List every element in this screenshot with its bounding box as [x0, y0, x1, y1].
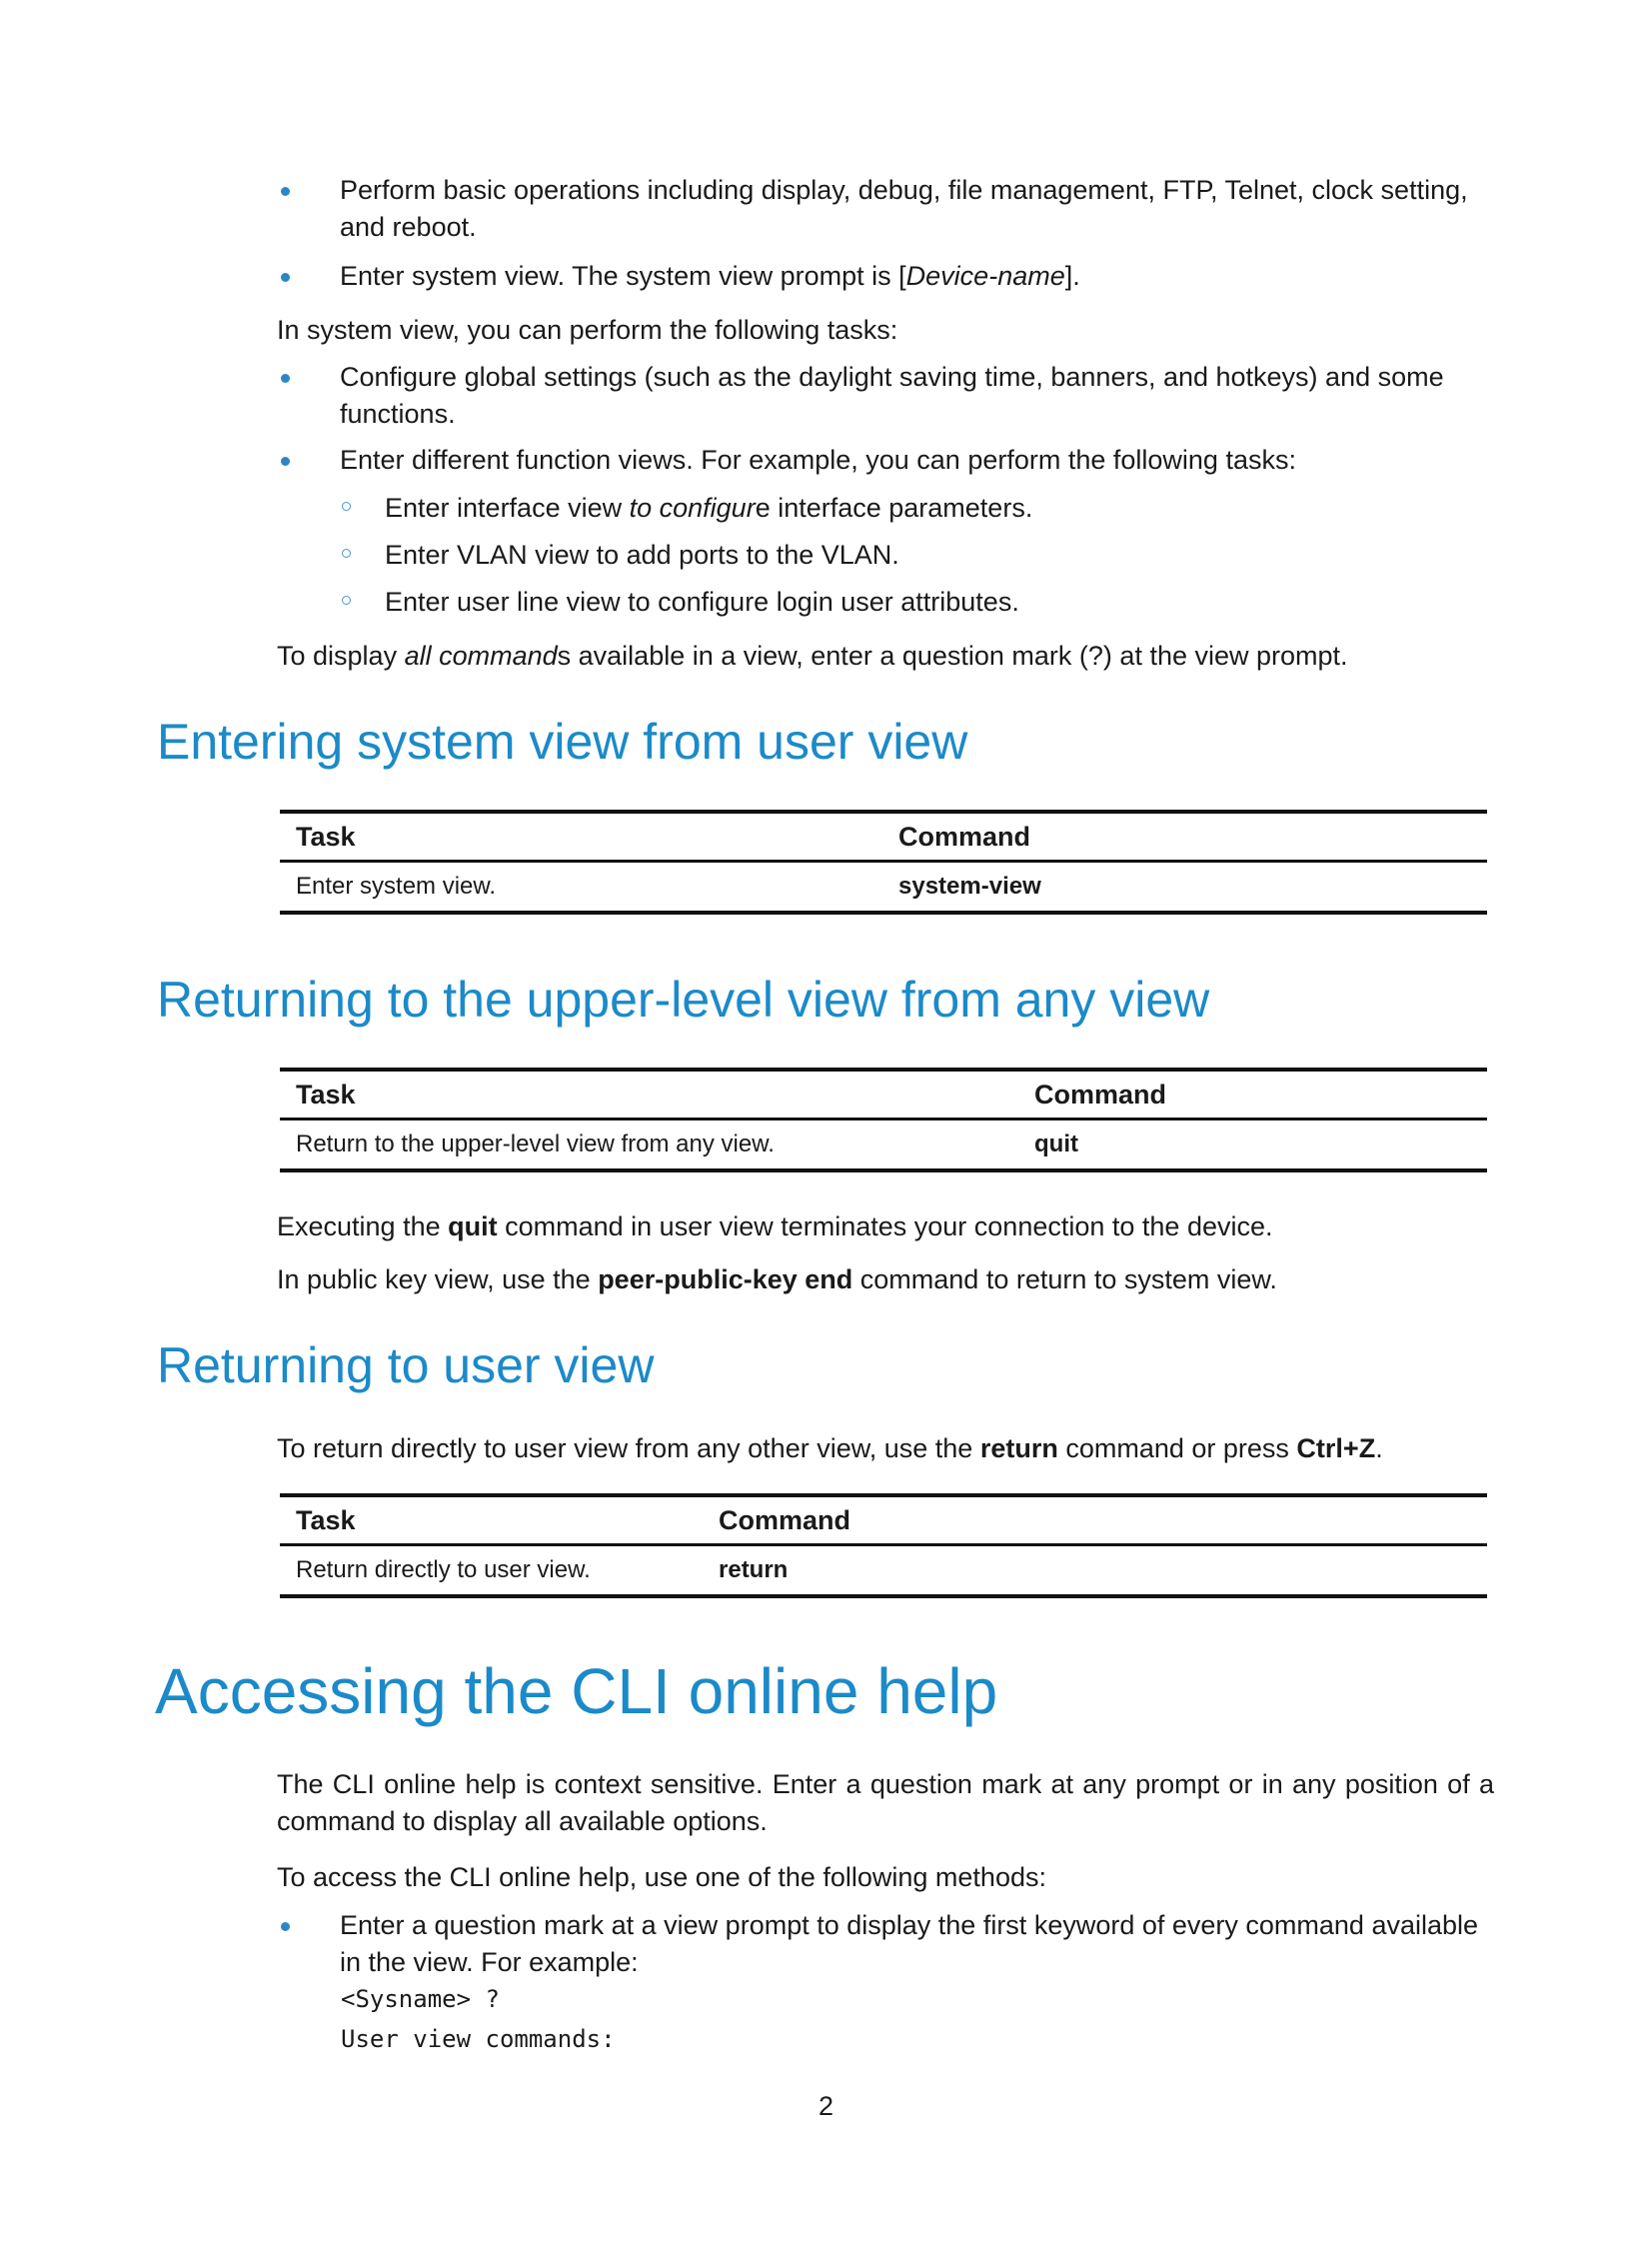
command-table — [280, 1068, 1487, 1172]
bullet-item — [277, 258, 1494, 295]
bullet-item — [277, 442, 1494, 479]
header-task: Task — [296, 1505, 356, 1535]
paragraph: The CLI online help is context sensitive. Enter a question mark at any prompt or in any position of a command to display all available options. — [277, 1769, 1494, 1836]
circle-bullet-icon — [342, 596, 351, 605]
table-row — [280, 1121, 1487, 1168]
bullet-dot-icon — [281, 457, 290, 466]
paragraph: In public key view, use the peer-public-key end command to return to system view. — [277, 1264, 1277, 1294]
bullet-item — [277, 172, 1494, 246]
cell-task: Return directly to user view. — [296, 1556, 591, 1583]
bullet-text: Enter system view. The system view prompt is [Device-name]. — [340, 261, 1080, 291]
table-row — [280, 1546, 1487, 1594]
bullet-text: Enter a question mark at a view prompt to display the first keyword of every command available in the view. For example: — [340, 1910, 1479, 1977]
section-heading: Returning to the upper-level view from any view — [157, 972, 1210, 1028]
cell-command: system-view — [898, 873, 1041, 900]
circle-bullet-icon — [342, 502, 351, 511]
table-row — [280, 863, 1487, 911]
header-command: Command — [1034, 1080, 1167, 1110]
code-line: <Sysname> ? — [341, 1985, 500, 2013]
sub-bullet-item — [342, 584, 1491, 621]
table-bottom-rule — [280, 911, 1487, 915]
bullet-dot-icon — [281, 1922, 290, 1931]
header-command: Command — [898, 822, 1031, 852]
sub-bullet-text: Enter user line view to configure login user attributes. — [385, 587, 1019, 617]
bullet-item — [277, 359, 1494, 433]
cell-task: Enter system view. — [296, 873, 497, 900]
paragraph: To access the CLI online help, use one of the following methods: — [277, 1862, 1046, 1892]
paragraph: In system view, you can perform the following tasks: — [277, 315, 898, 345]
section-heading: Entering system view from user view — [157, 714, 968, 770]
sub-bullet-item — [342, 490, 1491, 527]
header-task: Task — [296, 1080, 356, 1110]
cell-task: Return to the upper-level view from any view. — [296, 1130, 775, 1157]
sub-bullet-text: Enter interface view to configure interface parameters. — [385, 493, 1033, 523]
command-table — [280, 810, 1487, 915]
table-bottom-rule — [280, 1168, 1487, 1172]
bullet-dot-icon — [281, 374, 290, 383]
bullet-text: Enter different function views. For example, you can perform the following tasks: — [340, 445, 1296, 475]
command-table — [280, 1493, 1487, 1598]
page-number: 2 — [818, 2091, 834, 2121]
cell-command: return — [719, 1556, 789, 1583]
cell-command: quit — [1034, 1130, 1078, 1157]
table-header-row — [280, 1072, 1487, 1118]
code-line: User view commands: — [341, 2025, 616, 2053]
chapter-heading: Accessing the CLI online help — [155, 1655, 998, 1727]
bullet-item — [277, 1907, 1494, 1981]
table-header-row — [280, 1497, 1487, 1543]
header-command: Command — [719, 1505, 851, 1535]
paragraph: To display all commands available in a view, enter a question mark (?) at the view prompt. — [277, 641, 1348, 671]
bullet-text: Perform basic operations including display, debug, file management, FTP, Telnet, clock setting, and reboot. — [340, 175, 1468, 242]
bullet-dot-icon — [281, 187, 290, 196]
table-bottom-rule — [280, 1594, 1487, 1598]
header-task: Task — [296, 822, 356, 852]
bullet-text: Configure global settings (such as the daylight saving time, banners, and hotkeys) and some functions. — [340, 362, 1444, 429]
sub-bullet-text: Enter VLAN view to add ports to the VLAN. — [385, 540, 899, 570]
paragraph: To return directly to user view from any other view, use the return command or press Ctrl+Z. — [277, 1433, 1383, 1463]
circle-bullet-icon — [342, 549, 351, 558]
bullet-dot-icon — [281, 273, 290, 282]
section-heading: Returning to user view — [157, 1337, 655, 1393]
table-header-row — [280, 814, 1487, 860]
sub-bullet-item — [342, 537, 1491, 574]
paragraph: Executing the quit command in user view terminates your connection to the device. — [277, 1211, 1273, 1241]
